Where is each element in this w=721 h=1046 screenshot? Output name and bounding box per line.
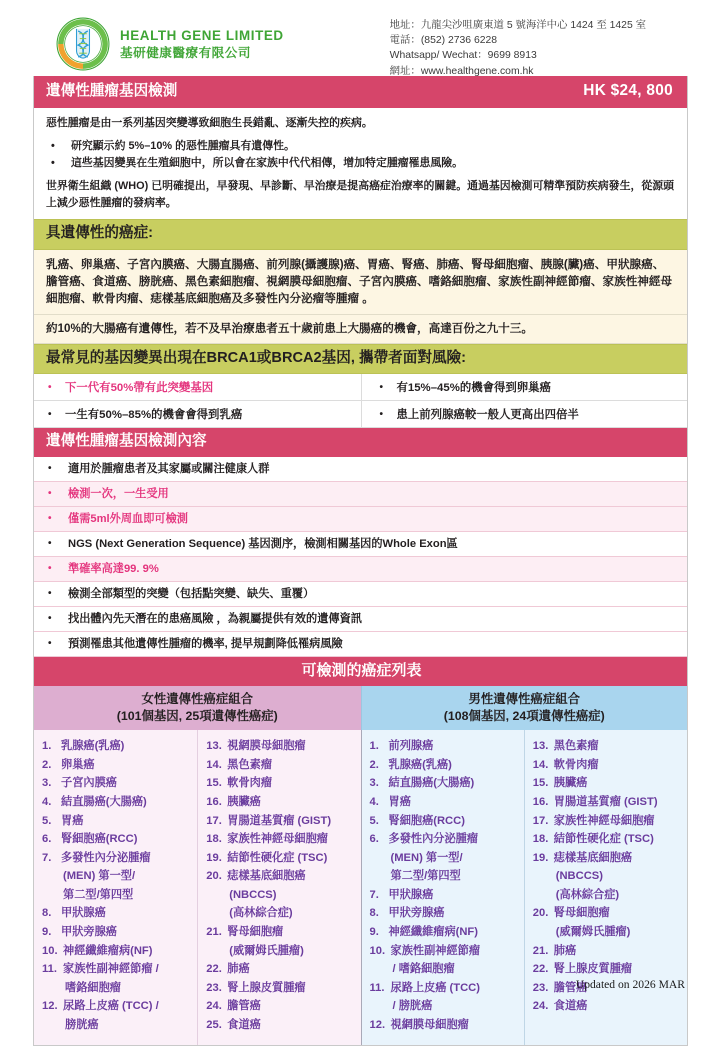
hereditary-cancers-heading: 具遺傳性的癌症: bbox=[34, 219, 687, 250]
cancer-list-label: 尿路上皮癌 (TCC) / 膀胱癌 bbox=[63, 997, 193, 1034]
cancer-list-label: 甲狀腺癌 bbox=[61, 907, 106, 920]
cancer-list-item bbox=[42, 830, 193, 849]
male-panel-count: (108個基因, 24項遺傳性癌症) bbox=[443, 708, 605, 723]
test-feature-text: 檢測一次，一生受用 bbox=[68, 487, 169, 500]
cancer-list-item bbox=[370, 793, 520, 812]
cancer-list-label-continued: (NBCCS) bbox=[555, 870, 603, 883]
cancer-list-number: 12. bbox=[42, 1000, 58, 1013]
contact-messaging: Whatsapp/ Wechat：9699 8913 bbox=[389, 50, 537, 62]
cancer-list-label: 結節性硬化症 (TSC) bbox=[553, 833, 654, 846]
intro-bullet bbox=[46, 155, 675, 171]
test-feature-item bbox=[34, 532, 687, 557]
cancer-list-number: 15. bbox=[206, 777, 222, 790]
cancer-list-number: 19. bbox=[206, 851, 222, 864]
brca-risk-text: 下一代有50%帶有此突變基因 bbox=[65, 382, 214, 395]
female-cancer-column-2 bbox=[197, 730, 360, 1045]
cancer-list-item bbox=[42, 812, 193, 831]
test-content-heading: 遺傳性腫瘤基因檢測內容 bbox=[34, 428, 687, 457]
test-feature-item bbox=[34, 507, 687, 532]
test-feature-text: 僅需5ml外周血即可檢測 bbox=[68, 512, 188, 525]
test-feature-item bbox=[34, 582, 687, 607]
brca-risk-item bbox=[361, 401, 688, 428]
cancer-list-item bbox=[42, 923, 193, 942]
male-cancer-column-1 bbox=[361, 730, 524, 1045]
bullet-icon: • bbox=[48, 381, 52, 393]
test-feature-text: 準確率高達99. 9% bbox=[68, 562, 159, 575]
cancer-list-item bbox=[42, 997, 193, 1034]
cancer-list-number: 5. bbox=[42, 814, 52, 827]
cancer-list-label: 腎母細胞瘤 (威爾姆氏腫瘤) bbox=[554, 904, 683, 941]
cancer-list-label: 家族性神經母細胞瘤 bbox=[553, 814, 655, 827]
cancer-list-label: 甲狀旁腺癌 bbox=[388, 907, 445, 920]
intro-bullet-text: 這些基因變異在生殖細胞中，所以會在家族中代代相傳，增加特定腫瘤罹患風險。 bbox=[71, 157, 464, 170]
cancer-list-item bbox=[533, 756, 683, 775]
cancer-list-number: 8. bbox=[369, 907, 379, 920]
cancer-list-label: 家族性副神經節瘤 / 嗜鉻細胞瘤 bbox=[391, 942, 520, 979]
cancer-list-label: 子宮內膜癌 bbox=[61, 777, 117, 790]
cancer-list-number: 24. bbox=[532, 1000, 549, 1013]
cancer-list-item bbox=[42, 849, 193, 905]
cancer-list-item bbox=[206, 793, 356, 812]
female-panel-count: (101個基因, 25項遺傳性癌症) bbox=[116, 708, 278, 723]
cancer-list-label: 多發性內分泌腫瘤 (MEN) 第一型/ 第二型/第四型 bbox=[389, 830, 520, 886]
cancer-list-label: 前列腺癌 bbox=[388, 740, 434, 753]
cancer-list-item bbox=[533, 942, 683, 961]
cancer-list-item bbox=[370, 942, 520, 979]
cancer-list-label: 腎母細胞瘤 (威爾姆氏腫瘤) bbox=[227, 923, 356, 960]
cancer-list-item bbox=[42, 793, 193, 812]
cancer-list-item bbox=[533, 997, 683, 1016]
cancer-list-number: 7. bbox=[369, 888, 379, 901]
hereditary-cancers-body: 乳癌、卵巢癌、子宮內膜癌、大腸直腸癌、前列腺(攝護腺)癌、胃癌、腎癌、肺癌、腎母細胞瘤、胰腺(臟)癌、甲狀腺癌、膽管癌、食道癌、膀胱癌、黑色素細胞瘤、視網膜母細胞瘤、子宮內膜癌、嗜鉻細胞瘤、家族性副神經節瘤、家族性神經母細胞瘤、軟骨肉瘤、痣樣基底細胞癌及多發性內分泌瘤等腫瘤 。 bbox=[34, 250, 687, 315]
brca-risk-item bbox=[361, 374, 688, 401]
cancer-list-number: 9. bbox=[42, 926, 52, 939]
cancer-list-label-continued: 嗜鉻細胞瘤 bbox=[65, 981, 121, 994]
female-cancer-column-1 bbox=[34, 730, 197, 1045]
cancer-list-number: 11. bbox=[42, 963, 57, 976]
cancer-list-number: 10. bbox=[42, 944, 58, 957]
cancer-list-label: 膽管癌 bbox=[553, 981, 588, 994]
cancer-list-item bbox=[206, 812, 356, 831]
intro-bullet-text: 研究顯示約 5%–10% 的惡性腫瘤具有遺傳性。 bbox=[71, 140, 295, 152]
cancer-list-number: 16. bbox=[206, 795, 222, 808]
cancer-list-item bbox=[533, 774, 683, 793]
product-title: 遺傳性腫瘤基因檢測 bbox=[46, 83, 178, 99]
cancer-list-number: 25. bbox=[206, 1019, 222, 1032]
cancer-list-item bbox=[370, 774, 520, 793]
female-panel-header bbox=[34, 686, 361, 730]
cancer-list-item bbox=[533, 812, 683, 831]
cancer-list-item bbox=[370, 737, 520, 756]
cancer-list-label: 甲狀旁腺癌 bbox=[61, 926, 117, 939]
cancer-list-label: 黑色素瘤 bbox=[553, 740, 599, 753]
male-cancer-column-2 bbox=[524, 730, 687, 1045]
cancer-list-label: 結直腸癌(大腸癌) bbox=[388, 777, 475, 790]
cancer-table-heading: 可檢測的癌症列表 bbox=[34, 657, 687, 686]
cancer-list-number: 4. bbox=[42, 795, 52, 808]
cancer-list-item bbox=[206, 849, 356, 868]
cancer-list-number: 23. bbox=[532, 981, 549, 994]
brochure-sheet bbox=[33, 76, 688, 1046]
test-feature-text: NGS (Next Generation Sequence) 基因測序，檢測相關基因的Whole Exon區 bbox=[68, 537, 458, 550]
cancer-list-label: 肺癌 bbox=[553, 944, 577, 957]
cancer-list-item bbox=[42, 774, 193, 793]
bullet-icon: • bbox=[48, 487, 52, 499]
cancer-list-number: 14. bbox=[206, 758, 222, 771]
cancer-list-number: 14. bbox=[532, 758, 549, 771]
cancer-list-label-continued: / 膀胱癌 bbox=[392, 1000, 433, 1013]
female-panel-title: 女性遺傳性癌症組合 bbox=[141, 692, 253, 707]
cancer-list-label: 腎細胞癌(RCC) bbox=[388, 814, 465, 827]
intro-block bbox=[34, 108, 687, 219]
hereditary-cancers-note: 約10%的大腸癌有遺傳性，若不及早治療患者五十歲前患上大腸癌的機會，高達百份之九十三。 bbox=[34, 315, 687, 344]
cancer-list-item bbox=[206, 923, 356, 960]
cancer-list-label-continued: (MEN) 第一型/ bbox=[63, 870, 136, 883]
cancer-list-number: 7. bbox=[42, 851, 52, 864]
cancer-list-label: 腎上腺皮質腫瘤 bbox=[553, 963, 633, 976]
cancer-list-number: 5. bbox=[369, 814, 379, 827]
cancer-list-number: 20. bbox=[532, 907, 549, 920]
cancer-list-item bbox=[206, 960, 356, 979]
cancer-list-number: 6. bbox=[42, 833, 52, 846]
cancer-list-number: 3. bbox=[369, 777, 379, 790]
cancer-list-item bbox=[206, 997, 356, 1016]
cancer-list-number: 15. bbox=[532, 777, 549, 790]
cancer-list-item bbox=[370, 923, 520, 942]
test-feature-item bbox=[34, 632, 687, 657]
bullet-icon: • bbox=[48, 637, 52, 649]
cancer-list-number: 3. bbox=[42, 777, 52, 790]
cancer-list-item bbox=[370, 904, 520, 923]
bullet-icon: • bbox=[48, 612, 52, 624]
cancer-list-label-continued: / 嗜鉻細胞瘤 bbox=[392, 963, 455, 976]
company-logo-icon bbox=[56, 17, 110, 71]
cancer-list-number: 1. bbox=[369, 740, 379, 753]
cancer-list-item bbox=[370, 886, 520, 905]
cancer-list-number: 9. bbox=[369, 926, 379, 939]
bullet-icon: • bbox=[51, 157, 55, 170]
cancer-list-label-continued: (威爾姆氏腫瘤) bbox=[229, 944, 304, 957]
brca-risk-text: 有15%–45%的機會得到卵巢癌 bbox=[396, 382, 551, 395]
test-feature-text: 找出體內先天潛在的患癌風險 ，為親屬提供有效的遺傳資訊 bbox=[68, 612, 362, 625]
cancer-list-item bbox=[370, 756, 520, 775]
cancer-list-number: 11. bbox=[369, 981, 385, 994]
cancer-list-item bbox=[42, 756, 193, 775]
test-feature-item bbox=[34, 482, 687, 507]
brca-heading: 最常見的基因變異出現在BRCA1或BRCA2基因, 攜帶者面對風險: bbox=[34, 344, 687, 375]
cancer-list-item bbox=[370, 812, 520, 831]
contact-info bbox=[390, 17, 646, 79]
cancer-table-body bbox=[34, 730, 687, 1045]
cancer-list-label: 腎上腺皮質腫瘤 bbox=[227, 981, 306, 994]
cancer-list-label: 乳腺癌(乳癌) bbox=[388, 758, 452, 771]
cancer-list-label: 多發性內分泌腫瘤 (MEN) 第一型/ 第二型/第四型 bbox=[61, 849, 193, 905]
page-header bbox=[0, 0, 721, 76]
male-panel-title: 男性遺傳性癌症組合 bbox=[468, 692, 580, 707]
cancer-list-label: 甲狀腺癌 bbox=[388, 888, 434, 901]
cancer-list-label-continued: (威爾姆氏腫瘤) bbox=[555, 926, 631, 939]
cancer-list-label-continued: 第二型/第四型 bbox=[63, 888, 134, 901]
cancer-list-label: 食道癌 bbox=[227, 1019, 261, 1032]
cancer-list-label: 膽管癌 bbox=[227, 1000, 261, 1013]
brand-name-en: HEALTH GENE LIMITED bbox=[120, 27, 284, 43]
cancer-list-item bbox=[533, 737, 683, 756]
cancer-list-number: 22. bbox=[206, 963, 222, 976]
cancer-list-number: 21. bbox=[532, 944, 549, 957]
cancer-list-label: 胰臟癌 bbox=[227, 795, 261, 808]
cancer-list-label: 胰臟癌 bbox=[553, 777, 588, 790]
cancer-list-label: 胃腸道基質瘤 (GIST) bbox=[227, 814, 332, 827]
cancer-list-label: 神經纖維瘤病(NF) bbox=[63, 944, 153, 957]
cancer-list-item bbox=[42, 942, 193, 961]
cancer-list-number: 13. bbox=[532, 740, 549, 753]
cancer-list-label: 肺癌 bbox=[227, 963, 250, 976]
cancer-list-label: 家族性神經母細胞瘤 bbox=[227, 833, 328, 846]
cancer-list-label-continued: (高林綜合症) bbox=[555, 888, 620, 901]
cancer-list-item bbox=[206, 867, 356, 923]
cancer-list-number: 6. bbox=[369, 833, 379, 846]
bullet-icon: • bbox=[48, 562, 52, 574]
cancer-list-label: 痣樣基底細胞癌 (NBCCS) (高林綜合症) bbox=[554, 849, 683, 905]
contact-website: 網址：www.healthgene.com.hk bbox=[389, 65, 534, 77]
intro-bullet bbox=[46, 138, 675, 154]
cancer-list-item bbox=[370, 1016, 520, 1035]
cancer-list-label: 胃癌 bbox=[61, 814, 84, 827]
cancer-table-subheader bbox=[34, 686, 687, 730]
cancer-list-label-continued: (NBCCS) bbox=[229, 888, 277, 901]
cancer-list-number: 19. bbox=[532, 851, 549, 864]
bullet-icon: • bbox=[51, 140, 55, 152]
bullet-icon: • bbox=[48, 462, 52, 474]
brca-risk-text: 患上前列腺癌較一般人更高出四倍半 bbox=[396, 409, 579, 422]
cancer-list-label: 痣樣基底細胞癌 (NBCCS) (高林綜合症) bbox=[227, 867, 356, 923]
cancer-list-item bbox=[206, 774, 356, 793]
cancer-list-label-continued: (高林綜合症) bbox=[229, 907, 293, 920]
test-feature-item bbox=[34, 457, 687, 482]
cancer-list-number: 18. bbox=[532, 833, 549, 846]
cancer-list-item bbox=[206, 737, 356, 756]
brca-risk-grid bbox=[34, 374, 687, 428]
test-feature-list bbox=[34, 457, 687, 657]
cancer-list-number: 22. bbox=[532, 963, 549, 976]
test-feature-text: 適用於腫瘤患者及其家屬或關注健康人群 bbox=[68, 462, 270, 475]
brand-block bbox=[56, 17, 284, 71]
cancer-list-label: 黑色素瘤 bbox=[227, 758, 273, 771]
product-title-band bbox=[34, 76, 687, 108]
cancer-list-label: 乳腺癌(乳癌) bbox=[61, 740, 125, 753]
bullet-icon: • bbox=[48, 408, 52, 420]
cancer-list-number: 17. bbox=[532, 814, 549, 827]
cancer-list-item bbox=[42, 737, 193, 756]
cancer-list-number: 23. bbox=[206, 981, 222, 994]
cancer-list-label: 視網膜母細胞瘤 bbox=[390, 1019, 469, 1032]
cancer-list-label: 卵巢癌 bbox=[61, 758, 95, 771]
cancer-list-number: 10. bbox=[369, 944, 386, 957]
cancer-list-number: 17. bbox=[206, 814, 222, 827]
cancer-list-label-continued: 膀胱癌 bbox=[65, 1019, 99, 1032]
cancer-list-label: 神經纖維瘤病(NF) bbox=[388, 926, 478, 939]
cancer-list-number: 18. bbox=[206, 833, 222, 846]
contact-phone: 電話：(852) 2736 6228 bbox=[389, 35, 498, 47]
cancer-list-number: 1. bbox=[42, 740, 52, 753]
cancer-list-label: 軟骨肉瘤 bbox=[227, 777, 273, 790]
cancer-list-label-continued: 第二型/第四型 bbox=[390, 870, 461, 883]
brca-risk-item bbox=[34, 374, 361, 401]
bullet-icon: • bbox=[48, 512, 52, 524]
cancer-list-number: 4. bbox=[369, 795, 379, 808]
cancer-list-number: 16. bbox=[532, 795, 549, 808]
contact-address: 地址：九龍尖沙咀廣東道 5 號海洋中心 1424 至 1425 室 bbox=[389, 20, 647, 31]
cancer-list-number: 20. bbox=[206, 870, 222, 883]
cancer-list-number: 2. bbox=[42, 758, 52, 771]
cancer-list-label: 腎細胞癌(RCC) bbox=[61, 833, 138, 846]
brand-name-zh: 基研健康醫療有限公司 bbox=[120, 46, 251, 61]
cancer-list-label: 胃腸道基質瘤 (GIST) bbox=[553, 795, 658, 808]
intro-lead: 惡性腫瘤是由一系列基因突變導致細胞生長錯亂、逐漸失控的疾病。 bbox=[46, 116, 373, 129]
cancer-list-label: 結節性硬化症 (TSC) bbox=[227, 851, 328, 864]
bullet-icon: • bbox=[379, 408, 384, 420]
cancer-list-label: 食道癌 bbox=[553, 1000, 588, 1013]
test-feature-text: 檢測全部類型的突變（包括點突變、缺失、重覆） bbox=[68, 587, 315, 600]
test-feature-text: 預測罹患其他遺傳性腫瘤的機率, 提早規劃降低罹病風險 bbox=[68, 637, 343, 650]
bullet-icon: • bbox=[48, 587, 52, 599]
product-price: HK $24, 800 bbox=[583, 82, 673, 99]
cancer-list-item bbox=[533, 849, 683, 905]
cancer-list-label: 胃癌 bbox=[388, 795, 411, 808]
cancer-list-item bbox=[533, 960, 683, 979]
cancer-list-number: 24. bbox=[206, 1000, 222, 1013]
cancer-list-number: 12. bbox=[369, 1019, 386, 1032]
test-feature-item bbox=[34, 557, 687, 582]
cancer-list-label: 尿路上皮癌 (TCC) / 膀胱癌 bbox=[391, 979, 520, 1016]
cancer-list-item bbox=[533, 830, 683, 849]
cancer-list-number: 13. bbox=[206, 740, 222, 753]
intro-closing: 世界衛生組織 (WHO) 已明確提出，早發現、早診斷、早治療是提高癌症治療率的關鍵。通過基因檢測可精準預防疾病發生，從源頭上減少惡性腫瘤的發病率。 bbox=[46, 180, 675, 209]
cancer-list-number: 8. bbox=[42, 907, 52, 920]
cancer-list-label: 家族性副神經節瘤 / 嗜鉻細胞瘤 bbox=[63, 960, 193, 997]
cancer-list-item bbox=[370, 830, 520, 886]
page-footer bbox=[0, 978, 721, 991]
updated-label: Updated on 2026 MAR bbox=[575, 978, 685, 991]
cancer-list-item bbox=[206, 830, 356, 849]
brca-risk-item bbox=[34, 401, 361, 428]
cancer-list-label: 視網膜母細胞瘤 bbox=[227, 740, 306, 753]
brand-name-block bbox=[120, 27, 284, 61]
cancer-list-label-continued: (MEN) 第一型/ bbox=[390, 851, 463, 864]
bullet-icon: • bbox=[379, 381, 384, 393]
male-panel-header bbox=[361, 686, 688, 730]
cancer-list-item bbox=[206, 756, 356, 775]
cancer-list-number: 2. bbox=[369, 758, 379, 771]
cancer-list-number: 21. bbox=[206, 926, 222, 939]
cancer-list-item bbox=[206, 1016, 356, 1035]
cancer-list-item bbox=[533, 793, 683, 812]
brca-risk-text: 一生有50%–85%的機會會得到乳癌 bbox=[65, 409, 243, 422]
bullet-icon: • bbox=[48, 537, 52, 549]
cancer-list-label: 軟骨肉瘤 bbox=[553, 758, 599, 771]
cancer-list-item bbox=[533, 904, 683, 941]
cancer-list-item bbox=[42, 904, 193, 923]
cancer-list-label: 結直腸癌(大腸癌) bbox=[61, 795, 147, 808]
test-feature-item bbox=[34, 607, 687, 632]
